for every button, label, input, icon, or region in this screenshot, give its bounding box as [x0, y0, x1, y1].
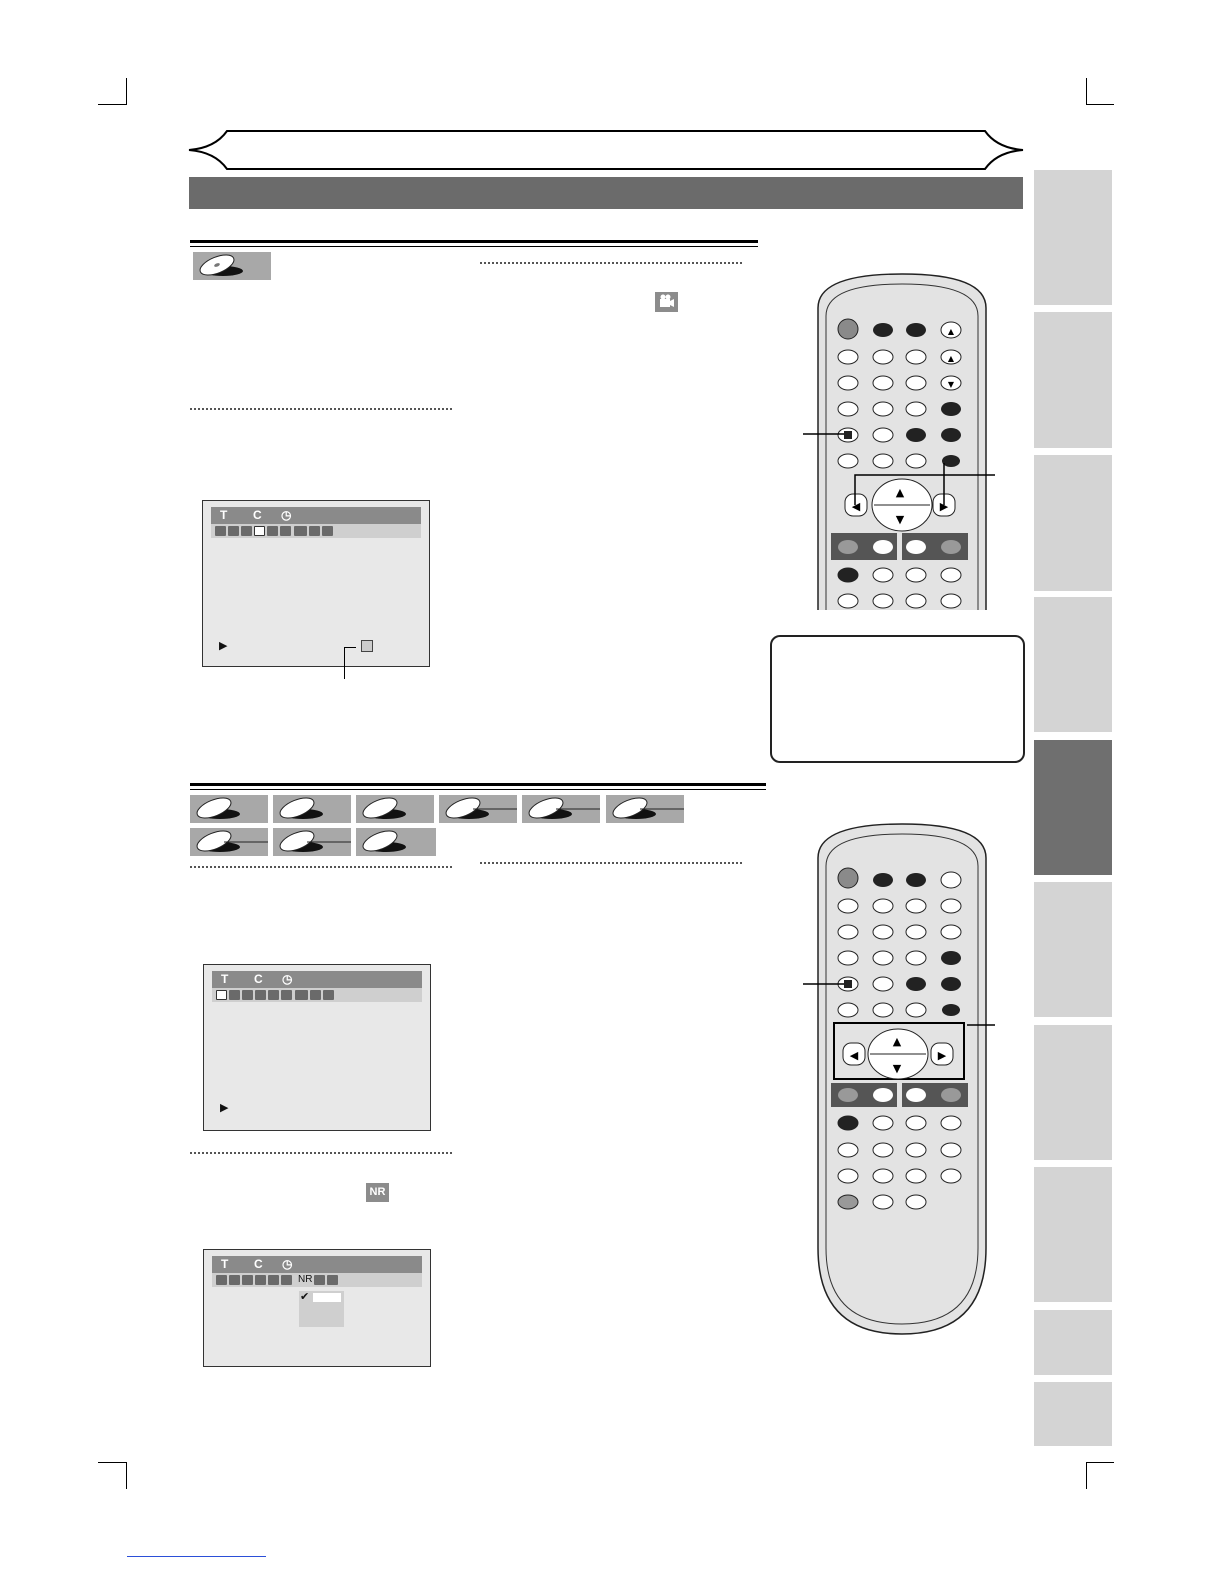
header-banner — [185, 128, 1027, 172]
zoom-icon — [314, 1275, 325, 1285]
zoom-icon — [309, 526, 320, 536]
disc-tab-4 — [439, 795, 517, 823]
check-icon: ✔ — [300, 1291, 310, 1303]
osd-chapter-label: C — [254, 1257, 263, 1271]
disc-tab-8 — [273, 828, 351, 856]
callout-line-horizontal — [344, 647, 356, 648]
surround-icon — [327, 1275, 338, 1285]
search-icon — [215, 526, 226, 536]
section1-rule-thick — [190, 240, 758, 243]
nr-option-list[interactable] — [299, 1291, 344, 1327]
osd-header — [212, 971, 422, 988]
audio-icon — [228, 526, 239, 536]
remote1-callout-lines — [795, 425, 1005, 515]
disc-tab-7 — [190, 828, 268, 856]
svg-text:◀: ◀ — [851, 500, 861, 513]
svg-text:▲: ▲ — [947, 354, 955, 363]
svg-text:▼: ▼ — [895, 513, 905, 526]
surround-icon — [322, 526, 333, 536]
step-divider-right-2 — [480, 862, 742, 864]
osd-title-label: T — [221, 972, 229, 986]
marker-icon — [280, 526, 291, 536]
disc-icon — [443, 797, 519, 821]
disc-tab-9 — [356, 828, 436, 856]
angle-icon — [255, 990, 266, 1000]
disc-icon — [197, 254, 247, 278]
disc-icon — [277, 830, 353, 854]
disc-tab-5 — [522, 795, 600, 823]
zoom-icon — [310, 990, 321, 1000]
osd-header — [211, 507, 421, 524]
search-icon — [216, 1275, 227, 1285]
search-icon — [216, 990, 227, 1000]
step-divider-left-3 — [190, 1152, 452, 1154]
side-tab-10[interactable] — [1034, 1382, 1112, 1446]
osd-icon-row — [212, 988, 422, 1002]
crop-mark-tr-v — [1086, 78, 1087, 105]
crop-mark-tl-h — [98, 104, 127, 105]
subtitle-icon — [242, 990, 253, 1000]
audio-icon — [229, 990, 240, 1000]
note-box — [770, 635, 1025, 763]
disc-icon — [360, 797, 410, 821]
step-divider-left-1 — [190, 408, 452, 410]
side-tab-1[interactable] — [1034, 170, 1112, 305]
svg-text:▲: ▲ — [892, 1035, 902, 1048]
osd-screen-angle — [202, 500, 430, 667]
disc-type-tab — [193, 252, 271, 280]
side-tab-7[interactable] — [1034, 1025, 1112, 1160]
side-tab-2[interactable] — [1034, 312, 1112, 448]
svg-text:▶: ▶ — [939, 500, 949, 513]
osd-time-icon: ◷ — [282, 972, 293, 986]
subtitle-icon — [241, 526, 252, 536]
osd-title-label: T — [220, 508, 228, 522]
osd-screen-nr — [203, 1249, 431, 1367]
side-tab-4[interactable] — [1034, 597, 1112, 732]
repeat-icon — [267, 526, 278, 536]
osd-time-icon: ◷ — [282, 1257, 293, 1271]
angle-icon — [255, 1275, 266, 1285]
osd-title-label: T — [221, 1257, 229, 1271]
osd-header — [212, 1256, 422, 1273]
disc-icon — [610, 797, 686, 821]
subtitle-icon — [242, 1275, 253, 1285]
disc-tab-3 — [356, 795, 434, 823]
disc-tab-1 — [190, 795, 268, 823]
repeat-icon — [268, 1275, 279, 1285]
crop-mark-br-v — [1086, 1462, 1087, 1489]
disc-icon — [360, 830, 410, 854]
svg-text:◀: ◀ — [849, 1049, 859, 1062]
section-title-band — [189, 177, 1023, 209]
nr-icon — [294, 526, 307, 536]
angle-icon — [254, 526, 265, 536]
crop-mark-tl-v — [126, 78, 127, 105]
audio-icon — [229, 1275, 240, 1285]
disc-icon — [194, 830, 270, 854]
osd-play-indicator: ▶ — [219, 640, 228, 652]
side-tab-5-active[interactable] — [1034, 740, 1112, 875]
disc-icon — [277, 797, 327, 821]
svg-text:▼: ▼ — [892, 1062, 902, 1075]
svg-text:▶: ▶ — [937, 1049, 947, 1062]
nr-label: NR — [298, 1274, 313, 1285]
disc-icon — [194, 797, 244, 821]
section2-rule-thick — [190, 783, 766, 786]
svg-text:▼: ▼ — [947, 380, 955, 389]
osd-screen-search — [203, 964, 431, 1131]
nr-icon: NR — [366, 1183, 389, 1202]
remote2-callout-lines — [795, 975, 1005, 1035]
disc-tab-2 — [273, 795, 351, 823]
disc-tab-6 — [606, 795, 684, 823]
svg-text:▲: ▲ — [947, 327, 955, 336]
repeat-icon — [268, 990, 279, 1000]
section2-rule-thin — [190, 789, 766, 790]
osd-time-icon: ◷ — [281, 508, 292, 522]
svg-text:▲: ▲ — [895, 486, 905, 499]
step-divider-right-1 — [480, 262, 742, 264]
crop-mark-bl-v — [126, 1462, 127, 1489]
footer-link-underline[interactable] — [127, 1556, 266, 1557]
osd-chapter-label: C — [253, 508, 262, 522]
side-tab-6[interactable] — [1034, 882, 1112, 1017]
crop-mark-br-h — [1086, 1462, 1114, 1463]
osd-icon-row — [212, 1273, 422, 1287]
marker-icon — [281, 1275, 292, 1285]
disc-icon — [526, 797, 602, 821]
side-tab-3[interactable] — [1034, 455, 1112, 591]
crop-mark-bl-h — [98, 1462, 127, 1463]
side-tab-9[interactable] — [1034, 1310, 1112, 1375]
osd-icon-row — [211, 524, 421, 538]
osd-chapter-label: C — [254, 972, 263, 986]
camera-angle-icon — [655, 292, 678, 312]
angle-mark-icon — [361, 640, 373, 652]
nr-icon — [295, 990, 308, 1000]
surround-icon — [323, 990, 334, 1000]
crop-mark-tr-h — [1086, 104, 1114, 105]
side-tab-8[interactable] — [1034, 1167, 1112, 1302]
step-divider-left-2 — [190, 866, 452, 868]
osd-play-indicator: ▶ — [220, 1102, 229, 1114]
nr-option-selected[interactable] — [313, 1293, 341, 1302]
section1-rule-thin — [190, 246, 758, 247]
remote-control-2 — [790, 818, 1015, 1338]
callout-line-vertical — [344, 647, 345, 679]
marker-icon — [281, 990, 292, 1000]
